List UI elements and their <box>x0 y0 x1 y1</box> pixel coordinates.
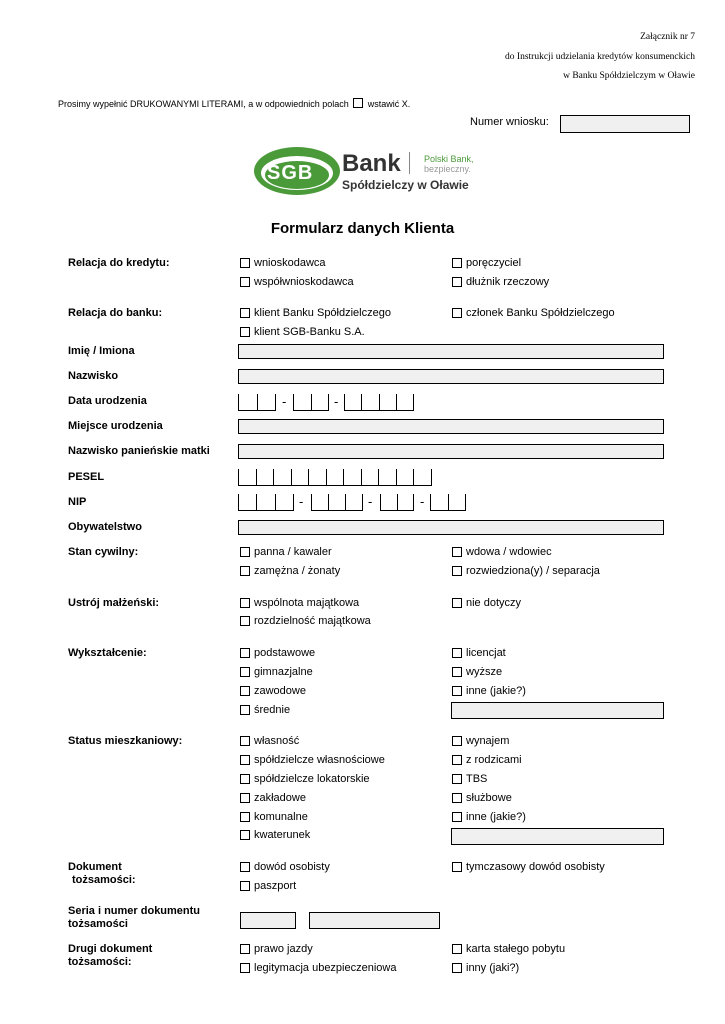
checkbox-icon[interactable] <box>452 793 462 803</box>
option-municipal[interactable]: komunalne <box>240 811 308 824</box>
checkbox-icon[interactable] <box>452 736 462 746</box>
option-with-parents[interactable]: z rodzicami <box>452 754 522 767</box>
checkbox-icon[interactable] <box>240 944 250 954</box>
pesel-label: PESEL <box>68 471 105 483</box>
checkbox-icon[interactable] <box>452 598 462 608</box>
checkbox-icon[interactable] <box>240 774 250 784</box>
checkbox-icon[interactable] <box>452 862 462 872</box>
nip-cells-3[interactable] <box>380 494 414 511</box>
option-divorced[interactable]: rozwiedziona(y) / separacja <box>452 565 600 578</box>
birth-month-cells[interactable] <box>293 394 329 411</box>
checkbox-icon[interactable] <box>452 774 462 784</box>
logo-sgb-text: SGB <box>267 162 314 184</box>
option-separate-property[interactable]: rozdzielność majątkowa <box>240 615 371 628</box>
sample-checkbox-icon <box>353 98 363 108</box>
first-name-label: Imię / Imiona <box>68 345 135 357</box>
mother-maiden-label: Nazwisko panieńskie matki <box>68 445 210 457</box>
logo-divider <box>409 152 410 174</box>
logo-bank-text: Bank <box>342 150 401 177</box>
nip-cells-4[interactable] <box>430 494 466 511</box>
citizenship-field[interactable] <box>238 520 664 535</box>
birth-date-label: Data urodzenia <box>68 395 147 407</box>
checkbox-icon[interactable] <box>240 616 250 626</box>
credit-relation-label: Relacja do kredytu: <box>68 257 170 269</box>
birth-place-label: Miejsce urodzenia <box>68 420 163 432</box>
id-series-label-1: Seria i numer dokumentu <box>68 905 201 917</box>
birth-year-cells[interactable] <box>344 394 414 411</box>
option-rent[interactable]: wynajem <box>452 735 509 748</box>
option-id-card[interactable]: dowód osobisty <box>240 861 330 874</box>
checkbox-icon[interactable] <box>240 277 250 287</box>
application-number-label: Numer wniosku: <box>470 116 549 128</box>
checkbox-icon[interactable] <box>452 963 462 973</box>
id-doc-label-1: Dokument <box>68 861 122 873</box>
checkbox-icon[interactable] <box>452 944 462 954</box>
checkbox-icon[interactable] <box>240 881 250 891</box>
nip-separator: - <box>299 494 304 509</box>
first-name-field[interactable] <box>238 344 664 359</box>
option-coop-ownership[interactable]: spółdzielcze własnościowe <box>240 754 385 767</box>
nip-cells-1[interactable] <box>238 494 294 511</box>
option-vocational[interactable]: zawodowe <box>240 685 306 698</box>
pesel-cells[interactable] <box>238 469 432 486</box>
checkbox-icon[interactable] <box>240 793 250 803</box>
housing-other-field[interactable] <box>451 828 664 845</box>
option-sgb-client[interactable]: klient SGB-Banku S.A. <box>240 326 365 339</box>
nip-separator: - <box>368 494 373 509</box>
education-other-field[interactable] <box>451 702 664 719</box>
checkbox-icon[interactable] <box>240 755 250 765</box>
option-education-other[interactable]: inne (jakie?) <box>452 685 526 698</box>
checkbox-icon[interactable] <box>240 830 250 840</box>
checkbox-icon[interactable] <box>240 648 250 658</box>
date-separator: - <box>334 394 339 409</box>
option-applicant[interactable]: wnioskodawca <box>240 257 326 270</box>
checkbox-icon[interactable] <box>452 566 462 576</box>
birth-place-field[interactable] <box>238 419 664 434</box>
checkbox-icon[interactable] <box>452 308 462 318</box>
instruction-text: Prosimy wypełnić DRUKOWANYMI LITERAMI, a w odpowiednich polach wstawić X. <box>58 99 411 109</box>
header-line-2: do Instrukcji udzielania kredytów konsumenckich <box>505 52 695 62</box>
logo-subtitle: Spółdzielczy w Oławie <box>342 178 469 192</box>
option-primary[interactable]: podstawowe <box>240 647 315 660</box>
option-service[interactable]: służbowe <box>452 792 512 805</box>
checkbox-icon[interactable] <box>240 667 250 677</box>
last-name-label: Nazwisko <box>68 370 119 382</box>
checkbox-icon[interactable] <box>240 812 250 822</box>
second-doc-label-1: Drugi dokument <box>68 943 153 955</box>
id-series-field[interactable] <box>240 912 296 929</box>
option-doc-other[interactable]: inny (jaki?) <box>452 962 519 975</box>
option-housing-other[interactable]: inne (jakie?) <box>452 811 526 824</box>
checkbox-icon[interactable] <box>240 598 250 608</box>
checkbox-icon[interactable] <box>452 258 462 268</box>
checkbox-icon[interactable] <box>240 736 250 746</box>
option-secondary[interactable]: średnie <box>240 704 290 717</box>
option-bs-member[interactable]: członek Banku Spółdzielczego <box>452 307 615 320</box>
option-higher[interactable]: wyższe <box>452 666 502 679</box>
checkbox-icon[interactable] <box>240 566 250 576</box>
option-co-applicant[interactable]: współwnioskodawca <box>240 276 354 289</box>
checkbox-icon[interactable] <box>452 812 462 822</box>
marital-label: Stan cywilny: <box>68 546 139 558</box>
logo-tagline-2: bezpieczny. <box>424 164 471 174</box>
option-temp-id-card[interactable]: tymczasowy dowód osobisty <box>452 861 605 874</box>
housing-label: Status mieszkaniowy: <box>68 735 183 747</box>
checkbox-icon[interactable] <box>240 686 250 696</box>
checkbox-icon[interactable] <box>452 686 462 696</box>
option-mortgagor[interactable]: dłużnik rzeczowy <box>452 276 549 289</box>
bank-relation-label: Relacja do banku: <box>68 307 163 319</box>
checkbox-icon[interactable] <box>452 667 462 677</box>
option-single[interactable]: panna / kawaler <box>240 546 332 559</box>
nip-separator: - <box>420 494 425 509</box>
id-series-label-2: tożsamości <box>68 918 128 930</box>
mother-maiden-field[interactable] <box>238 444 664 459</box>
option-bachelor[interactable]: licencjat <box>452 647 506 660</box>
checkbox-icon[interactable] <box>452 755 462 765</box>
checkbox-icon[interactable] <box>240 308 250 318</box>
nip-cells-2[interactable] <box>311 494 363 511</box>
option-driving-license[interactable]: prawo jazdy <box>240 943 313 956</box>
option-quarters[interactable]: kwaterunek <box>240 829 310 842</box>
option-residence-card[interactable]: karta stałego pobytu <box>452 943 565 956</box>
checkbox-icon[interactable] <box>452 277 462 287</box>
checkbox-icon[interactable] <box>240 963 250 973</box>
option-coop-tenant[interactable]: spółdzielcze lokatorskie <box>240 773 370 786</box>
checkbox-icon[interactable] <box>240 547 250 557</box>
option-married[interactable]: zamężna / żonaty <box>240 565 340 578</box>
option-joint-property[interactable]: wspólnota majątkowa <box>240 597 359 610</box>
logo-tagline-1: Polski Bank, <box>424 154 474 164</box>
id-number-field[interactable] <box>309 912 440 929</box>
header-line-3: w Banku Spółdzielczym w Oławie <box>563 71 695 81</box>
citizenship-label: Obywatelstwo <box>68 521 142 533</box>
id-doc-label-2: tożsamości: <box>72 874 136 886</box>
property-label: Ustrój małżeński: <box>68 597 160 609</box>
option-widowed[interactable]: wdowa / wdowiec <box>452 546 552 559</box>
checkbox-icon[interactable] <box>240 862 250 872</box>
option-middle-school[interactable]: gimnazjalne <box>240 666 313 679</box>
education-label: Wykształcenie: <box>68 647 147 659</box>
option-insurance-card[interactable]: legitymacja ubezpieczeniowa <box>240 962 396 975</box>
checkbox-icon[interactable] <box>452 547 462 557</box>
option-bs-client[interactable]: klient Banku Spółdzielczego <box>240 307 391 320</box>
checkbox-icon[interactable] <box>240 258 250 268</box>
option-not-applicable[interactable]: nie dotyczy <box>452 597 521 610</box>
checkbox-icon[interactable] <box>240 327 250 337</box>
last-name-field[interactable] <box>238 369 664 384</box>
date-separator: - <box>282 394 287 409</box>
option-ownership[interactable]: własność <box>240 735 299 748</box>
birth-day-cells[interactable] <box>238 394 276 411</box>
option-company[interactable]: zakładowe <box>240 792 306 805</box>
option-guarantor[interactable]: poręczyciel <box>452 257 521 270</box>
second-doc-label-2: tożsamości: <box>68 956 132 968</box>
checkbox-icon[interactable] <box>240 705 250 715</box>
checkbox-icon[interactable] <box>452 648 462 658</box>
nip-label: NIP <box>68 496 87 508</box>
option-passport[interactable]: paszport <box>240 880 296 893</box>
form-title: Formularz danych Klienta <box>270 220 455 237</box>
header-line-1: Załącznik nr 7 <box>640 32 695 42</box>
application-number-field[interactable] <box>560 115 690 133</box>
option-tbs[interactable]: TBS <box>452 773 487 786</box>
